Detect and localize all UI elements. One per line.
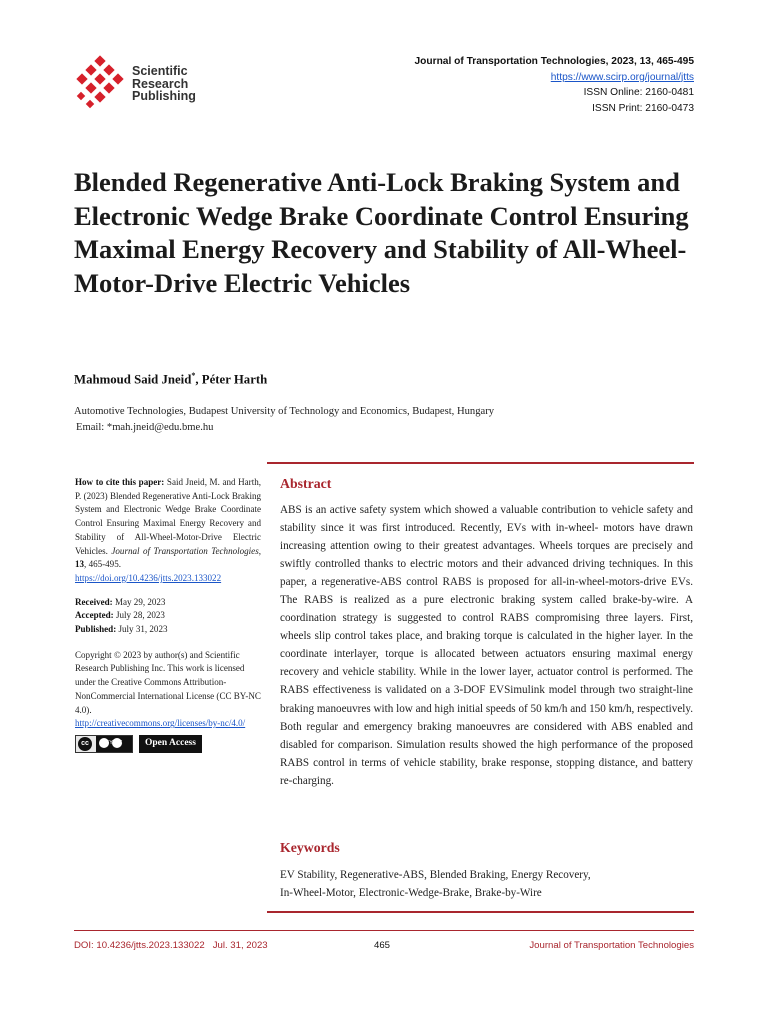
citation-pages: , 465-495. [84,559,121,570]
cc-by-nc-badge-icon[interactable] [75,735,133,753]
author-name: Péter Harth [201,372,268,387]
journal-info [415,54,695,116]
citation-block: How to cite this paper: Said Jneid, M. and Harth, P. (2023) Blended Regenerative Anti-Lock Braking System and Electronic Wedge Brake Coordinate Control Ensuring Maximal Energy Recovery and Stability of All-Wheel-Motor-Drive Electric Vehicles. Journal of Transportation Technologies, 13, 465-495. https://doi.org/10.4236/jtts.2023.133022 [75,477,261,583]
abstract-top-rule [267,462,694,464]
scirp-logo-icon [74,55,132,113]
cc-icon: cc [78,737,92,751]
citation-label: How to cite this paper: [75,477,165,487]
citation-doi-link[interactable]: https://doi.org/10.4236/jtts.2023.133022 [75,572,222,583]
abstract-text: ABS is an active safety system which showed a valuable contribution to vehicle safety and stability since it was first introduced. Recently, EVs with in-wheel- motors have drawn increasing attention owing to their greatest advantages. Wheels torques are precisely and swiftly controlled thanks to electric motors and their advanced driving techniques. In this paper, a regenerative-ABS control RABS is proposed for all-in-wheel-motors-drive EVs. The RABS is realized as a pure electronic braking system called brake-by-wire. A coordination strategy is suggested to control RABS compromising three layers. First, wheels slip control takes place, and braking torque is calculated in the higher layer. In the coordinate interlayer, torque is allocated between actuators ensuring maximal energy recovery and vehicle stability. While in the lower layer, actuator control is performed. The RABS effectiveness is validated on a 3-DOF EVSimulink model through two straight-line braking manoeuvres with low and high initial speeds of 50 km/h and 150 km/h, respectively. Both regular and emergency braking manoeuvres are considered with ABS enabled and disabled for comparison. Simulation results showed the high performance of the proposed RABS control in terms of vehicle stability, brake response, stopping distance, and battery re-charging. [280,504,693,787]
cc-badge-label: BY [105,740,113,747]
license-text: Copyright © 2023 by author(s) and Scientific Research Publishing Inc. This work is licensed under the Creative Commons Attribution-NonCommercial International License (CC BY-NC 4.0). [75,649,261,715]
citation-volume: 13 [75,559,85,570]
keywords-list: EV Stability, Regenerative-ABS, Blended Braking, Energy Recovery, In-Wheel-Motor, Electronic-Wedge-Brake, Brake-by-Wire [280,869,591,899]
keywords-bottom-rule [267,911,694,913]
published-date: Published: July 31, 2023 [75,624,168,635]
license-badges [75,735,261,753]
issn-online: ISSN Online: 2160-0481 [583,87,694,98]
footer-journal-name: Journal of Transportation Technologies [529,940,694,951]
citation-journal: Journal of Transportation Technologies [111,545,259,556]
affiliation: Automotive Technologies, Budapest University of Technology and Economics, Budapest, Hungary [74,406,495,417]
sidebar-meta [75,476,261,753]
footer-rule [74,930,694,931]
license-block [75,649,261,753]
received-date: Received: May 29, 2023 [75,596,166,607]
journal-citation: Journal of Transportation Technologies, 2023, 13, 465-495 [414,56,694,67]
author-list: Mahmoud Said Jneid*, Péter Harth [74,371,268,387]
paper-title: Blended Regenerative Anti-Lock Braking System and Electronic Wedge Brake Coordinate Control Ensuring Maximal Energy Recovery and Stability of All-Wheel-Motor-Drive Electric Vehicles [74,167,689,298]
open-access-badge[interactable]: Open Access [139,735,202,753]
page-number: 465 [374,940,391,951]
footer-doi-date: DOI: 10.4236/jtts.2023.133022 Jul. 31, 2023 [74,940,268,951]
keywords-heading: Keywords [280,840,340,855]
nc-icon [112,738,122,748]
accepted-date: Accepted: July 28, 2023 [75,610,165,621]
publisher-logo[interactable] [74,55,204,113]
abstract-heading: Abstract [280,476,332,491]
affiliation-block [74,404,494,435]
journal-url-link[interactable]: https://www.scirp.org/journal/jtts [550,71,694,83]
date-history [75,596,261,637]
publisher-name: Scientific Research Publishing [132,64,196,104]
corresponding-mark: * [191,371,196,380]
by-icon [99,738,109,748]
author-email[interactable]: Email: *mah.jneid@edu.bme.hu [76,421,214,433]
issn-print: ISSN Print: 2160-0473 [592,102,694,114]
citation-text: Said Jneid, M. and Harth, P. (2023) Blended Regenerative Anti-Lock Braking System and Electronic Wedge Brake Coordinate Control Ensuring Maximal Energy Recovery and Stability of All-Wheel-Motor-Drive Electric Vehicles. [75,477,261,556]
author-name: Mahmoud Said Jneid [74,372,192,387]
license-link[interactable]: http://creativecommons.org/licenses/by-nc/4.0/ [75,718,246,729]
